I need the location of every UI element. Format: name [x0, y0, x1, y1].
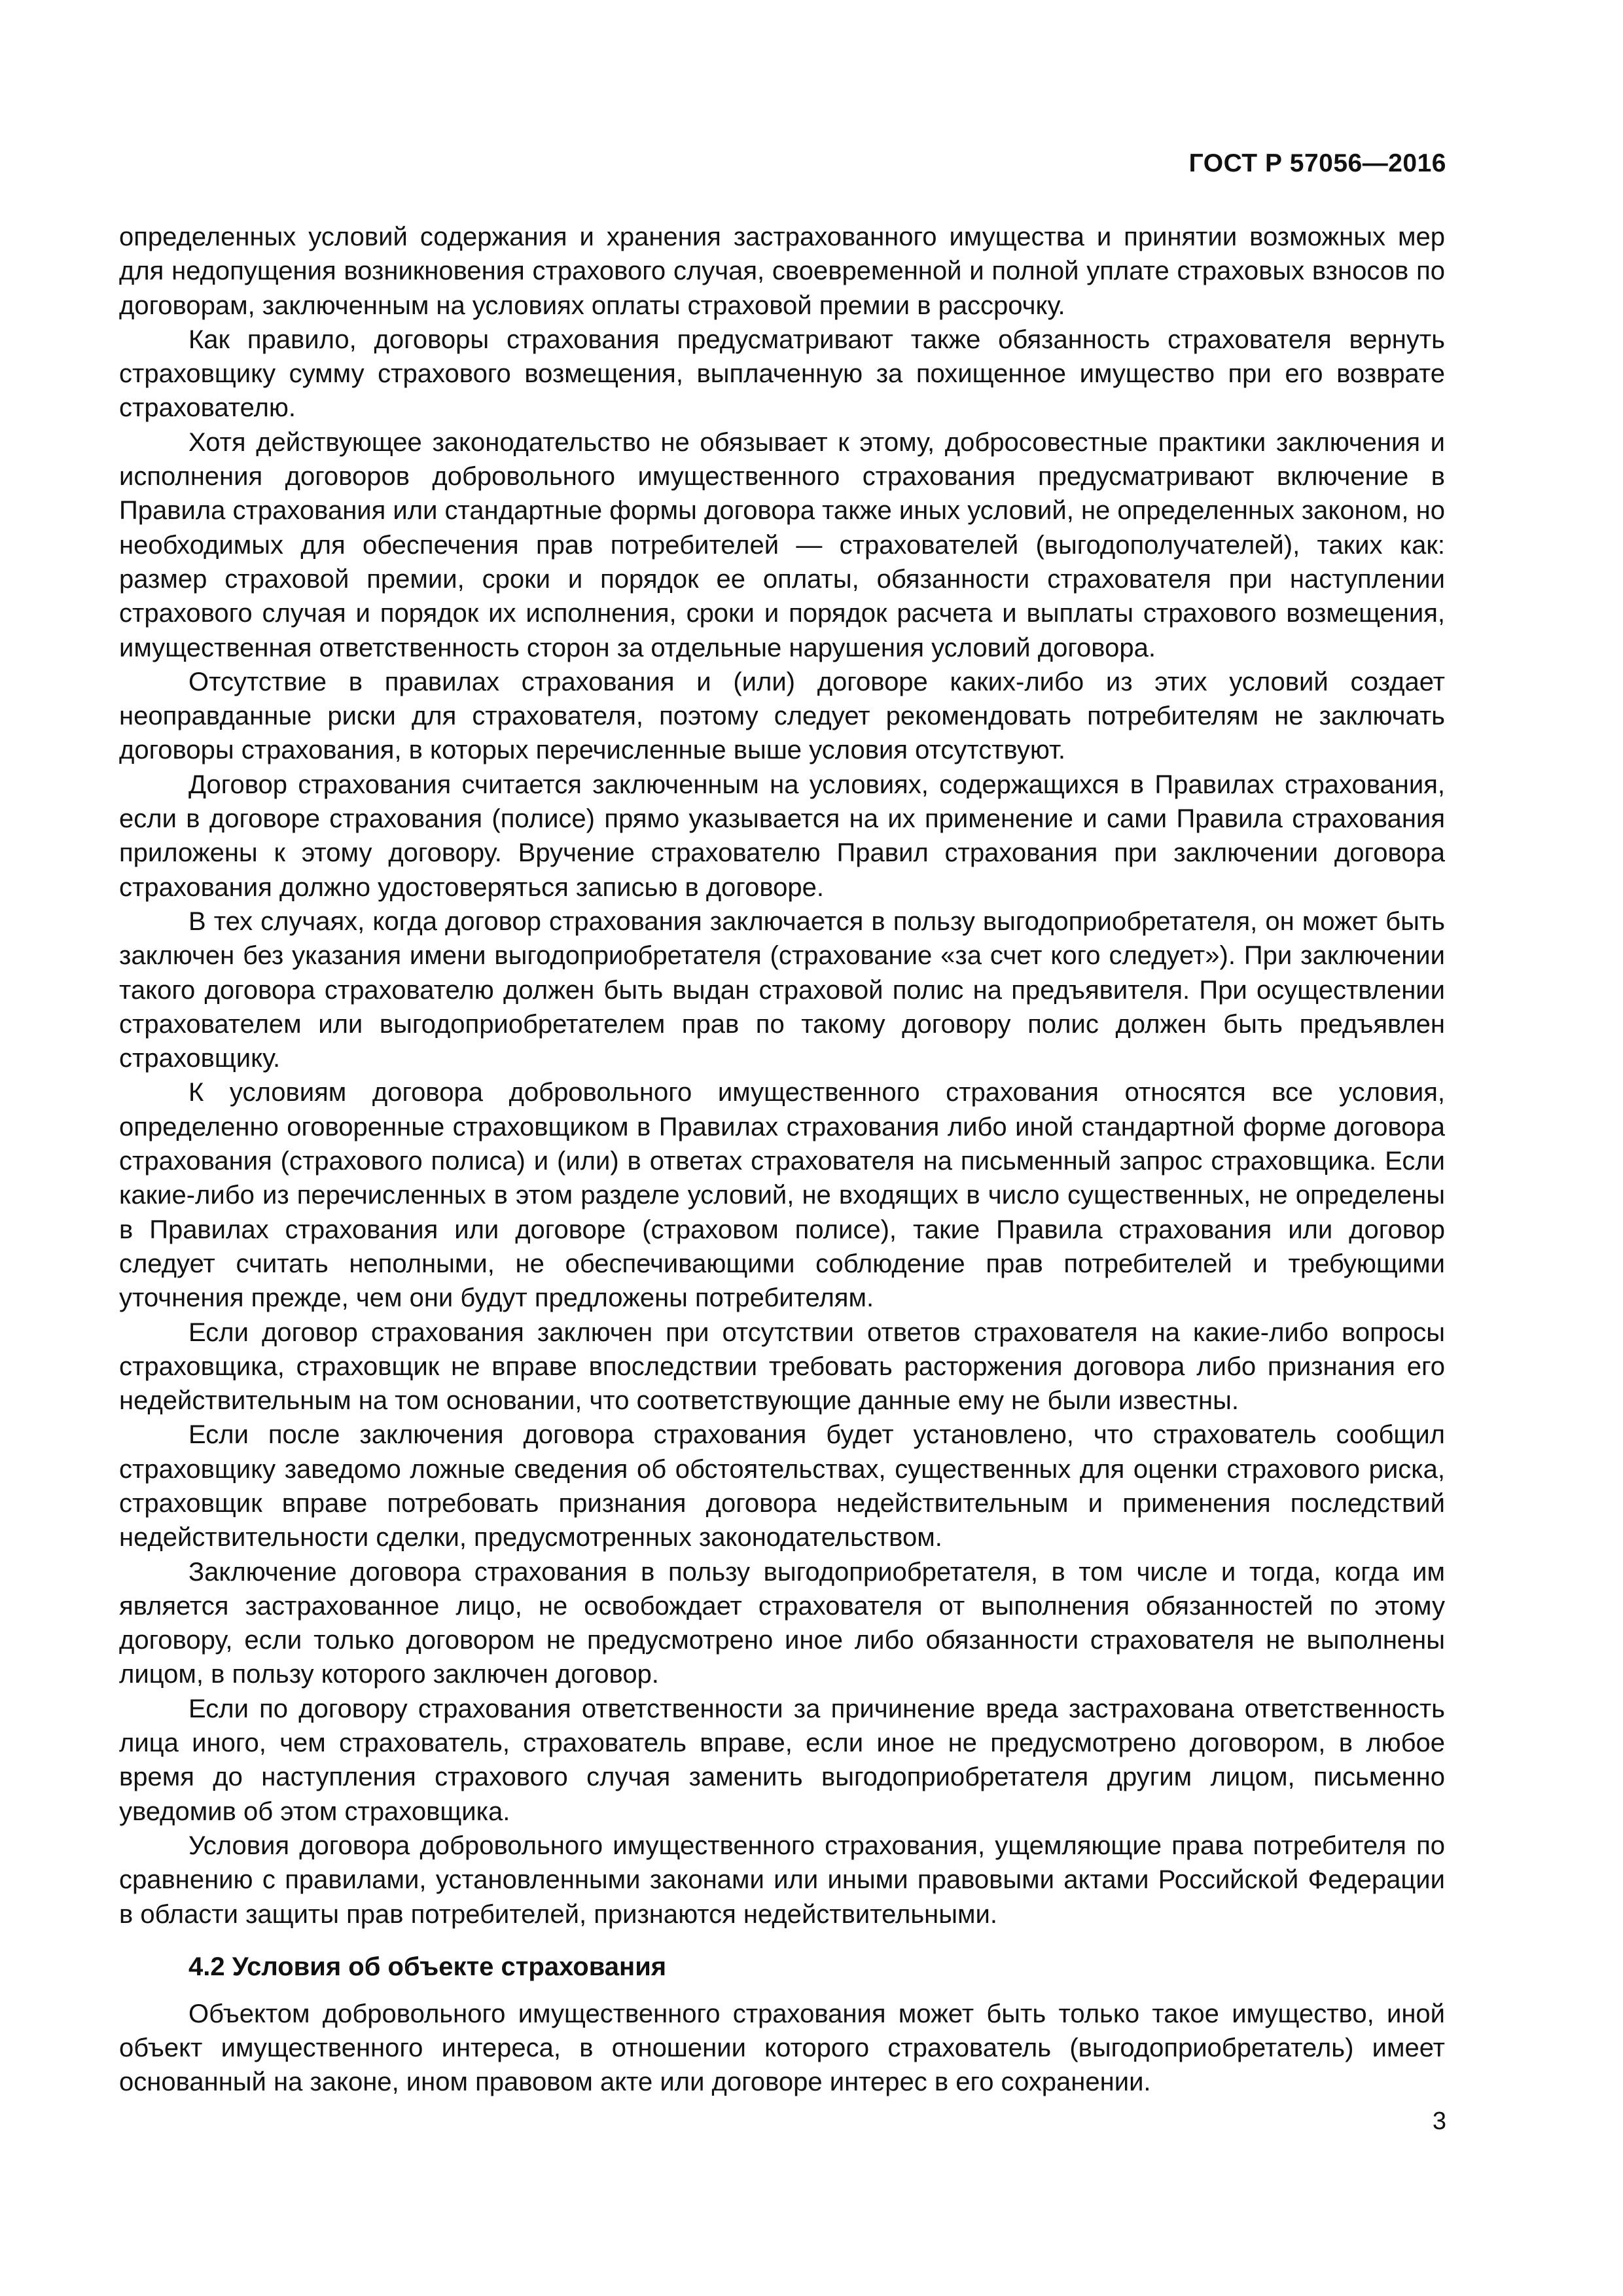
paragraph: Заключение договора страхования в пользу выгодоприобретателя, в том числе и тогда, когда им является застрахованное лицо, не освобождает страхователя от выполнения обязанностей по этому договору, если только договором не предусмотрено иное либо обязанности страхователя не выполнены лицом, в пользу которого заключен договор.	[119, 1557, 1445, 1689]
paragraph: Если после заключения договора страхования будет установлено, что страхователь сообщил страховщику заведомо ложные сведения об обстоятельствах, существенных для оценки страхового риска, страховщик вправе потребовать признания договора недействительным и применения последствий недействительности сделки, предусмотренных законодательством.	[119, 1420, 1445, 1552]
paragraph: Хотя действующее законодательство не обязывает к этому, добросовестные практики заключения и исполнения договоров добровольного имущественного страхования предусматривают включение в Правила страхования или стандартные формы договора также иных условий, не определенных законом, но необходимых для обеспечения прав потребителей — страхователей (выгодополучателей), таких как: размер страховой премии, сроки и порядок ее оплаты, обязанности страхователя при наступлении страхового случая и порядок их исполнения, сроки и порядок расчета и выплаты страхового возмещения, имущественная ответственность сторон за отдельные нарушения условий договора.	[119, 427, 1445, 662]
paragraph: В тех случаях, когда договор страхования заключается в пользу выгодоприобретателя, он может быть заключен без указания имени выгодоприобретателя (страхование «за счет кого следует»). При заключении такого договора страхователю должен быть выдан страховой полис на предъявителя. При осуществлении страхователем или выгодоприобретателем прав по такому договору полис должен быть предъявлен страховщику.	[119, 906, 1445, 1073]
paragraph: Если договор страхования заключен при отсутствии ответов страхователя на какие-либо вопросы страховщика, страховщик не вправе впоследствии требовать расторжения договора либо признания его недействительным на том основании, что соответствующие данные ему не были известны.	[119, 1318, 1445, 1416]
paragraph: Условия договора добровольного имущественного страхования, ущемляющие права потребителя по сравнению с правилами, установленными законами или иными правовыми актами Российской Федерации в области защиты прав потребителей, признаются недействительными.	[119, 1831, 1445, 1929]
document-body	[119, 220, 1445, 2100]
paragraph: Как правило, договоры страхования предусматривают также обязанность страхователя вернуть страховщику сумму страхового возмещения, выплаченную за похищенное имущество при его возврате страхователю.	[119, 325, 1445, 423]
paragraph: Объектом добровольного имущественного страхования может быть только такое имущество, иной объект имущественного интереса, в отношении которого страхователь (выгодоприобретатель) имеет основанный на законе, ином правовом акте или договоре интерес в его сохранении.	[119, 1999, 1445, 2097]
paragraph: Отсутствие в правилах страхования и (или) договоре каких-либо из этих условий создает неоправданные риски для страхователя, поэтому следует рекомендовать потребителям не заключать договоры страхования, в которых перечисленные выше условия отсутствуют.	[119, 667, 1445, 765]
section-heading: 4.2 Условия об объекте страхования	[188, 1952, 667, 1981]
page-header-standard-id: ГОСТ Р 57056—2016	[1188, 149, 1446, 177]
paragraph: определенных условий содержания и хранения застрахованного имущества и принятии возможных мер для недопущения возникновения страхового случая, своевременной и полной уплате страховых взносов по договорам, заключенным на условиях оплаты страховой премии в рассрочку.	[119, 223, 1445, 320]
paragraph: Если по договору страхования ответственности за причинение вреда застрахована ответственность лица иного, чем страхователь, страхователь вправе, если иное не предусмотрено договором, в любое время до наступления страхового случая заменить выгодоприобретателя другим лицом, письменно уведомив об этом страховщика.	[119, 1694, 1445, 1826]
page-number: 3	[1432, 2108, 1446, 2135]
paragraph: Договор страхования считается заключенным на условиях, содержащихся в Правилах страхования, если в договоре страхования (полисе) прямо указывается на их применение и сами Правила страхования приложены к этому договору. Вручение страхователю Правил страхования при заключении договора страхования должно удостоверяться записью в договоре.	[119, 770, 1445, 902]
paragraph: К условиям договора добровольного имущественного страхования относятся все условия, определенно оговоренные страховщиком в Правилах страхования либо иной стандартной форме договора страхования (страхового полиса) и (или) в ответах страхователя на письменный запрос страховщика. Если какие-либо из перечисленных в этом разделе условий, не входящих в число существенных, не определены в Правилах страхования или договоре (страховом полисе), такие Правила страхования или договор следует считать неполными, не обеспечивающими соблюдение прав потребителей и требующими уточнения прежде, чем они будут предложены потребителям.	[119, 1078, 1445, 1313]
